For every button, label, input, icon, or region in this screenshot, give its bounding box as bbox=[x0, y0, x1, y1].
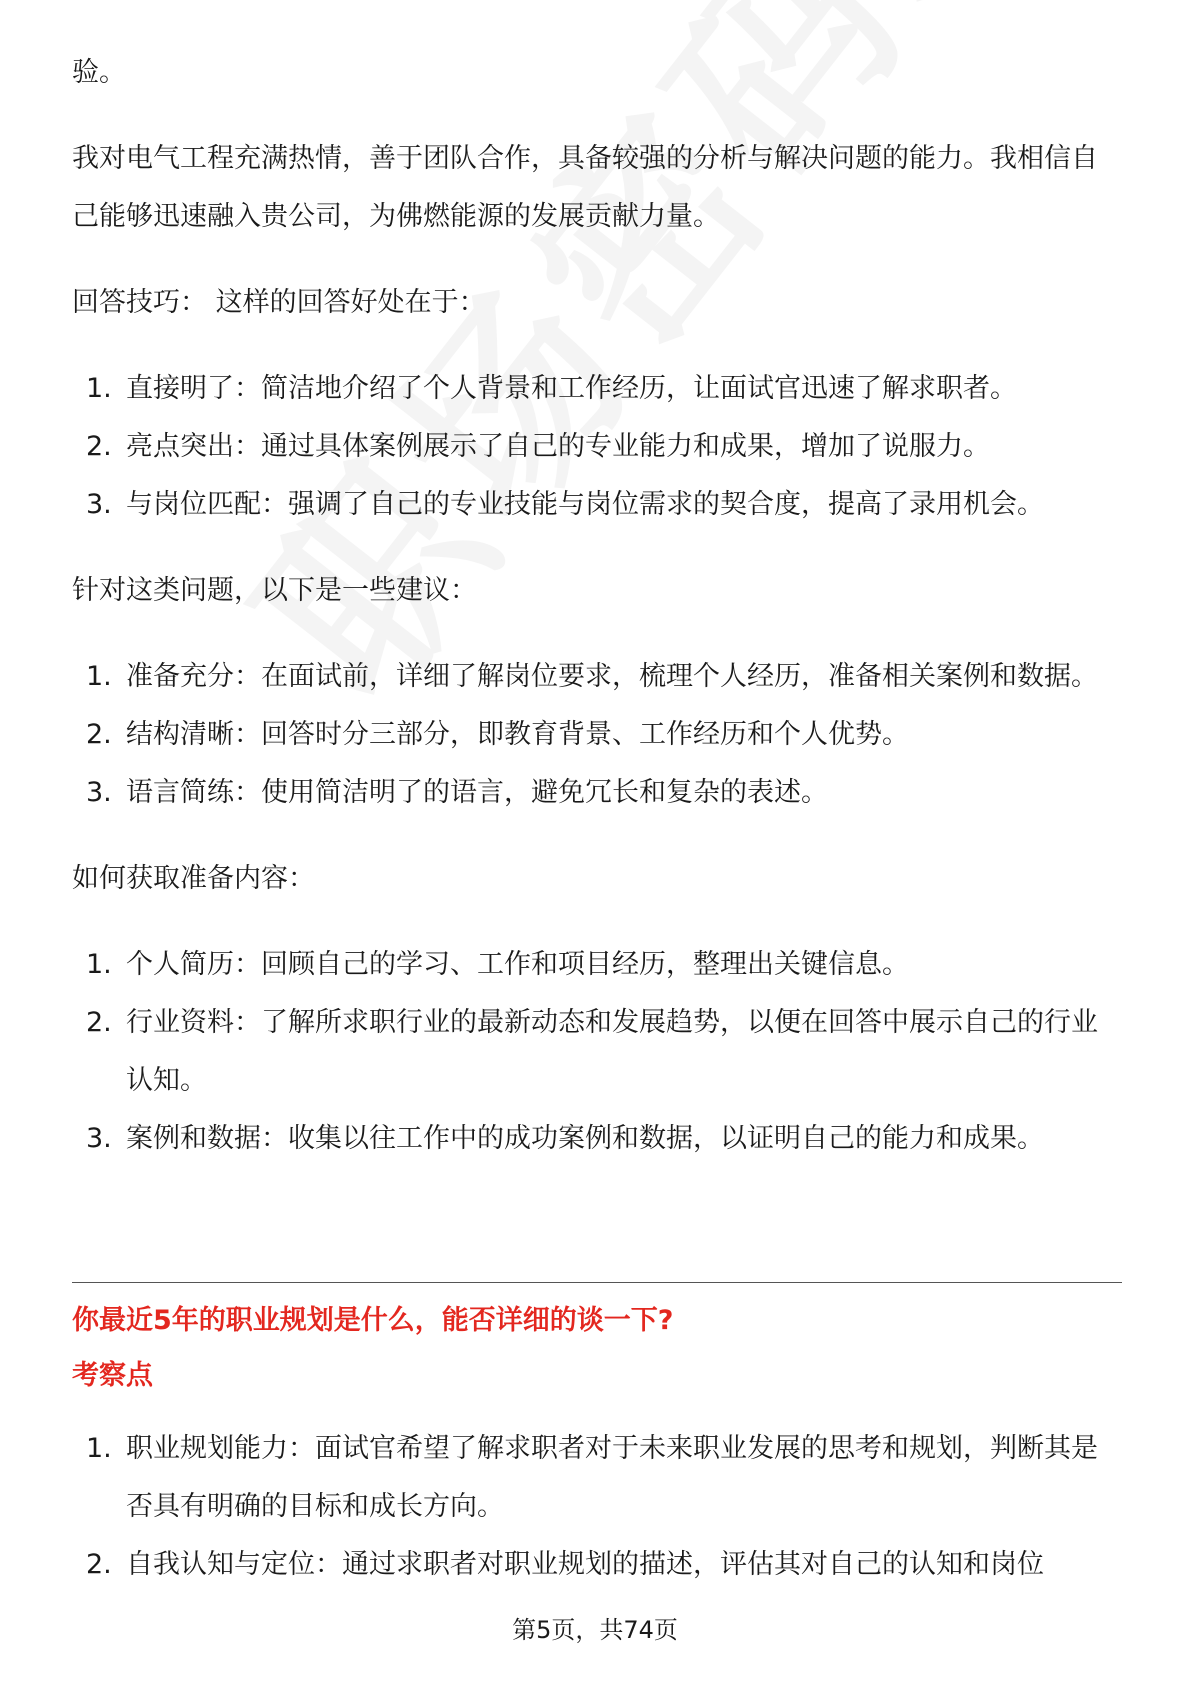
intro-paragraph: 我对电气工程充满热情，善于团队合作，具备较强的分析与解决问题的能力。我相信自己能够迅速融入贵公司，为佛燃能源的发展贡献力量。 bbox=[72, 143, 1098, 232]
list-item-text: 亮点突出：通过具体案例展示了自己的专业能力和成果，增加了说服力。 bbox=[126, 431, 990, 462]
list-item bbox=[72, 1536, 1122, 1594]
list-item bbox=[72, 994, 1122, 1110]
points-list bbox=[72, 1420, 1122, 1594]
list-item-text: 结构清晰：回答时分三部分，即教育背景、工作经历和个人优势。 bbox=[126, 719, 909, 750]
list-item-text: 自我认知与定位：通过求职者对职业规划的描述，评估其对自己的认知和岗位 bbox=[126, 1549, 1044, 1580]
prep-heading: 如何获取准备内容： bbox=[72, 863, 315, 894]
list-number: 2. bbox=[86, 719, 112, 750]
list-item-text: 行业资料：了解所求职行业的最新动态和发展趋势，以便在回答中展示自己的行业认知。 bbox=[126, 1007, 1098, 1096]
list-number: 2. bbox=[86, 1007, 112, 1038]
section-divider bbox=[72, 1282, 1122, 1283]
list-item bbox=[72, 936, 1122, 994]
list-item-text: 个人简历：回顾自己的学习、工作和项目经历，整理出关键信息。 bbox=[126, 949, 909, 980]
list-number: 3. bbox=[86, 489, 112, 520]
tips-list bbox=[72, 360, 1122, 534]
list-item-text: 准备充分：在面试前，详细了解岗位要求，梳理个人经历，准备相关案例和数据。 bbox=[126, 661, 1098, 692]
intro-fragment: 验。 bbox=[72, 57, 126, 88]
list-item bbox=[72, 1420, 1122, 1536]
list-item-text: 与岗位匹配：强调了自己的专业技能与岗位需求的契合度，提高了录用机会。 bbox=[126, 489, 1044, 520]
list-number: 1. bbox=[86, 373, 112, 404]
tips-heading: 回答技巧： 这样的回答好处在于： bbox=[72, 287, 486, 318]
list-item bbox=[72, 764, 1122, 822]
list-item-text: 职业规划能力：面试官希望了解求职者对于未来职业发展的思考和规划，判断其是否具有明确的目标和成长方向。 bbox=[126, 1433, 1098, 1522]
list-item-text: 案例和数据：收集以往工作中的成功案例和数据，以证明自己的能力和成果。 bbox=[126, 1123, 1044, 1154]
page-footer: 第5页，共74页 bbox=[512, 1616, 678, 1644]
advice-list bbox=[72, 648, 1122, 822]
list-number: 1. bbox=[86, 1433, 112, 1464]
list-item bbox=[72, 706, 1122, 764]
list-item-text: 直接明了：简洁地介绍了个人背景和工作经历，让面试官迅速了解求职者。 bbox=[126, 373, 1017, 404]
question-points bbox=[72, 1420, 1122, 1594]
advice-heading: 针对这类问题，以下是一些建议： bbox=[72, 575, 477, 606]
list-item-text: 语言简练：使用简洁明了的语言，避免冗长和复杂的表述。 bbox=[126, 777, 828, 808]
list-number: 1. bbox=[86, 661, 112, 692]
prep-list bbox=[72, 936, 1122, 1168]
list-number: 2. bbox=[86, 1549, 112, 1580]
question-subheading: 考察点 bbox=[72, 1360, 153, 1391]
question-title: 你最近5年的职业规划是什么，能否详细的谈一下? bbox=[72, 1305, 674, 1336]
list-item bbox=[72, 418, 1122, 476]
list-number: 1. bbox=[86, 949, 112, 980]
list-item bbox=[72, 360, 1122, 418]
main-content bbox=[72, 44, 1122, 1168]
list-item bbox=[72, 1110, 1122, 1168]
list-number: 3. bbox=[86, 777, 112, 808]
list-item bbox=[72, 648, 1122, 706]
list-item bbox=[72, 476, 1122, 534]
list-number: 2. bbox=[86, 431, 112, 462]
list-number: 3. bbox=[86, 1123, 112, 1154]
